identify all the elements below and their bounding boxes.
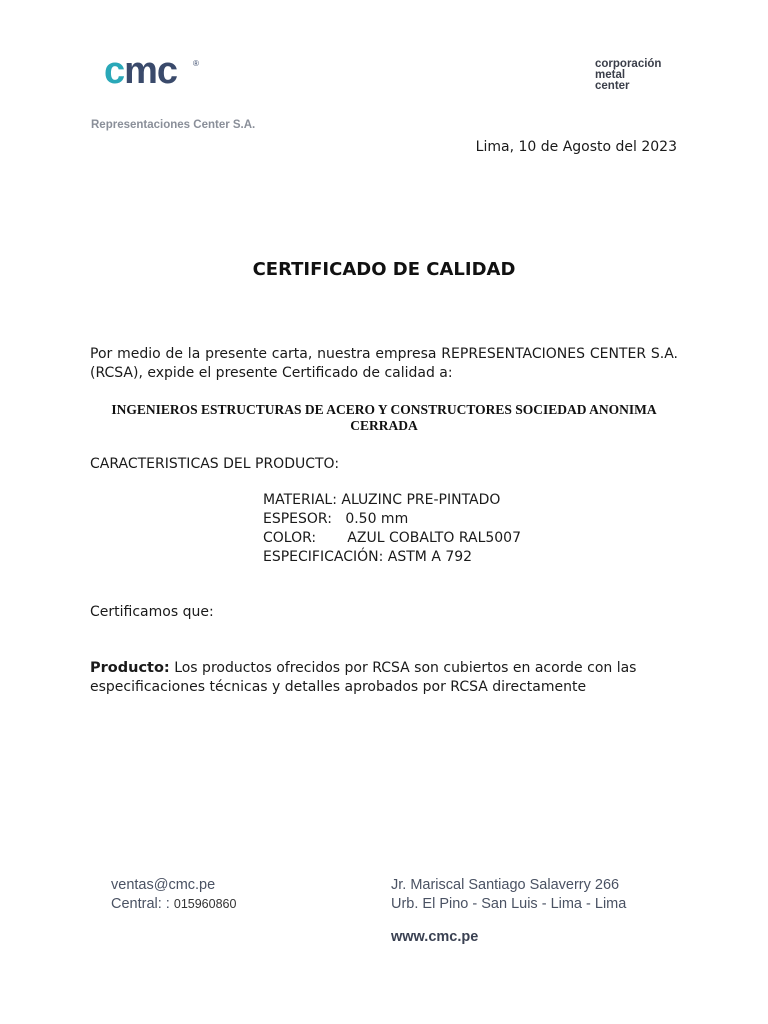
recipient-line-1: INGENIEROS ESTRUCTURAS DE ACERO Y CONSTRUCTORES SOCIEDAD ANONIMA	[111, 402, 657, 417]
spec-label: ESPESOR:	[263, 511, 332, 527]
recipient-name	[90, 402, 678, 434]
corporate-line-1: corporación	[595, 58, 662, 70]
spec-row-material	[263, 491, 521, 510]
spec-value: ALUZINC PRE-PINTADO	[341, 492, 501, 508]
spec-value: AZUL COBALTO RAL5007	[347, 530, 521, 546]
spec-value: 0.50 mm	[345, 511, 409, 527]
corporate-line-3: center	[595, 80, 630, 92]
letter-date: Lima, 10 de Agosto del 2023	[475, 139, 677, 155]
spec-row-specification	[263, 548, 521, 567]
footer-address-line-1: Jr. Mariscal Santiago Salaverry 266	[391, 877, 620, 893]
footer-address	[391, 876, 626, 914]
footer-phone: 015960860	[173, 897, 237, 911]
spec-value: ASTM A 792	[387, 549, 473, 565]
product-text: Los productos ofrecidos por RCSA son cubiertos en acorde con las especificaciones técnicas y detalles aprobados por RCSA directamente	[90, 660, 637, 695]
spec-label: ESPECIFICACIÓN:	[263, 549, 384, 565]
footer-phone-label: Central: :	[111, 896, 170, 912]
logo-letters-mc: mc	[124, 50, 178, 92]
certify-statement: Certificamos que:	[90, 604, 214, 620]
spec-label: COLOR:	[263, 530, 317, 546]
company-logo	[104, 52, 177, 90]
footer-phone-row	[111, 895, 236, 914]
spec-label: MATERIAL:	[263, 492, 337, 508]
footer-website[interactable]: www.cmc.pe	[391, 929, 479, 945]
spec-list	[263, 491, 521, 567]
footer-address-line-2: Urb. El Pino - San Luis - Lima - Lima	[391, 896, 627, 912]
footer-contact	[111, 876, 236, 914]
corporate-name	[595, 59, 685, 92]
footer-email[interactable]: ventas@cmc.pe	[111, 877, 216, 893]
logo-letter-c: c	[104, 50, 125, 92]
corporate-line-2: metal	[595, 69, 626, 81]
spec-row-thickness	[263, 510, 521, 529]
document-title: CERTIFICADO DE CALIDAD	[252, 259, 516, 280]
recipient-line-2: CERRADA	[350, 418, 418, 433]
registered-mark: ®	[193, 59, 199, 68]
section-title: CARACTERISTICAS DEL PRODUCTO:	[90, 456, 340, 472]
spec-row-color	[263, 529, 521, 548]
intro-paragraph: Por medio de la presente carta, nuestra empresa REPRESENTACIONES CENTER S.A. (RCSA), expide el presente Certificado de calidad a:	[90, 346, 678, 381]
product-paragraph	[90, 659, 678, 697]
logo-subtitle: Representaciones Center S.A.	[91, 119, 256, 131]
product-label: Producto:	[90, 660, 170, 676]
